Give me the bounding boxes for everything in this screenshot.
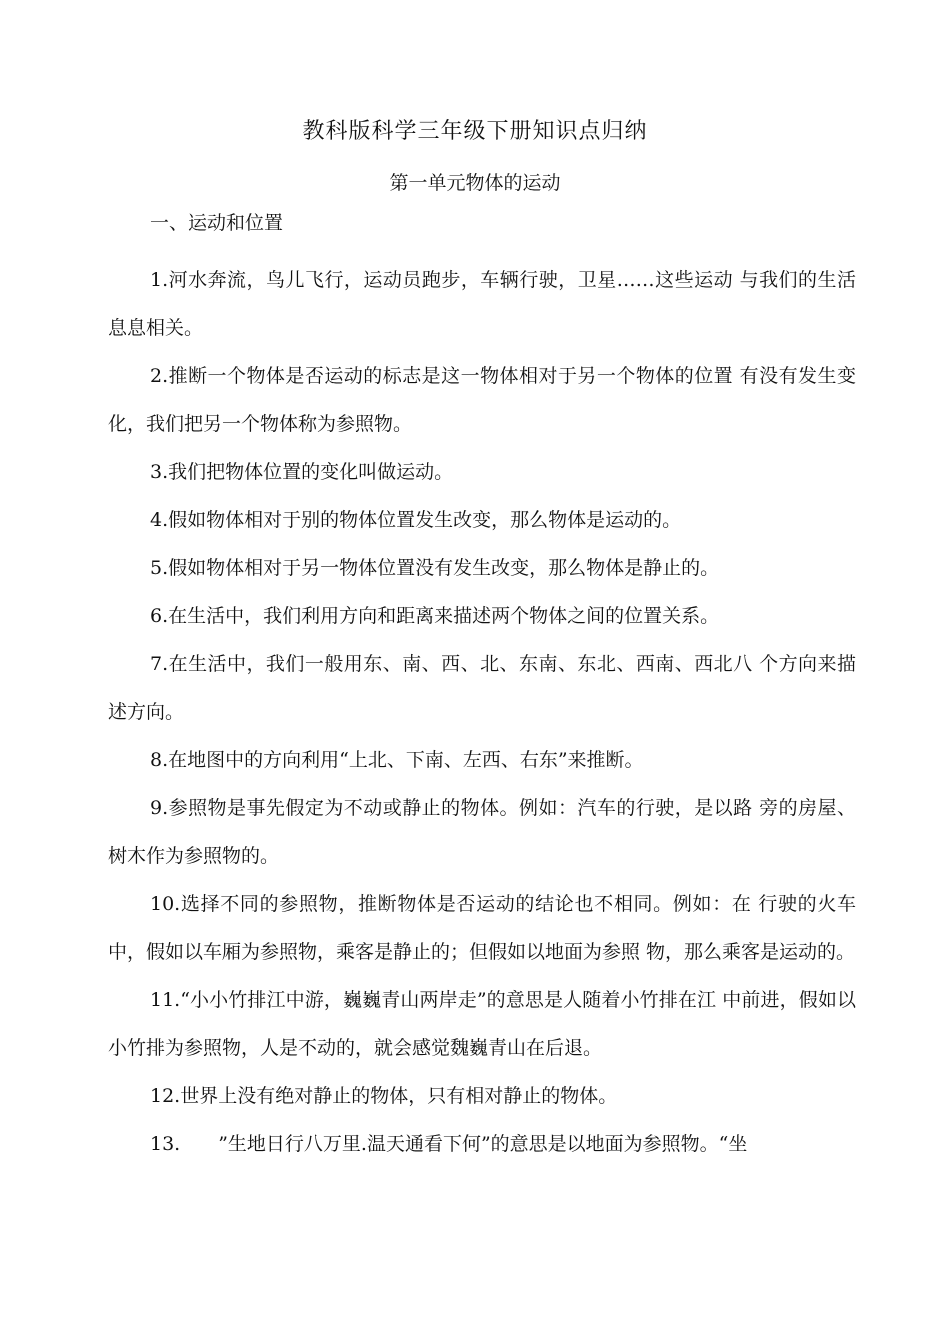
paragraph-6: 6.在生活中，我们利用方向和距离来描述两个物体之间的位置关系。: [150, 605, 720, 627]
paragraph-3: 3.我们把物体位置的变化叫做运动。: [150, 461, 454, 483]
paragraph-7: 7.在生活中，我们一般用东、南、西、北、东南、东北、西南、西北八 个方向来描述方向。: [108, 653, 856, 723]
document-title: 教科版科学三年级下册知识点归纳: [302, 119, 648, 144]
paragraph-5: 5.假如物体相对于另一物体位置没有发生改变，那么物体是静止的。: [150, 557, 720, 579]
unit-title: 第一单元物体的运动: [389, 172, 561, 194]
paragraph-12: 12.世界上没有绝对静止的物体，只有相对静止的物体。: [150, 1085, 618, 1107]
document-body: [108, 256, 856, 1168]
paragraph-9: 9.参照物是事先假定为不动或静止的物体。例如：汽车的行驶，是以路 旁的房屋、树木作为参照物的。: [108, 797, 856, 867]
paragraph-11: 11.“小小竹排江中游，巍巍青山两岸走”的意思是人随着小竹排在江 中前进，假如以小竹排为参照物，人是不动的，就会感觉魏巍青山在后退。: [108, 989, 856, 1059]
paragraph-8: 8.在地图中的方向利用“上北、下南、左西、右东”来推断。: [150, 749, 644, 771]
paragraph-1: 1.河水奔流，鸟儿飞行，运动员跑步，车辆行驶，卫星……这些运动 与我们的生活息息相关。: [108, 269, 856, 339]
paragraph-10: 10.选择不同的参照物，推断物体是否运动的结论也不相同。例如：在 行驶的火车中，假如以车厢为参照物，乘客是静止的；但假如以地面为参照 物，那么乘客是运动的。: [108, 893, 856, 963]
paragraph-4: 4.假如物体相对于别的物体位置发生改变，那么物体是运动的。: [150, 509, 682, 531]
paragraph-13: 13. ”生地日行八万里.温天通看下何”的意思是以地面为参照物。“坐: [150, 1133, 748, 1155]
section-heading: 一、运动和位置: [150, 212, 284, 234]
paragraph-2: 2.推断一个物体是否运动的标志是这一物体相对于另一个物体的位置 有没有发生变化，我们把另一个物体称为参照物。: [108, 365, 856, 435]
